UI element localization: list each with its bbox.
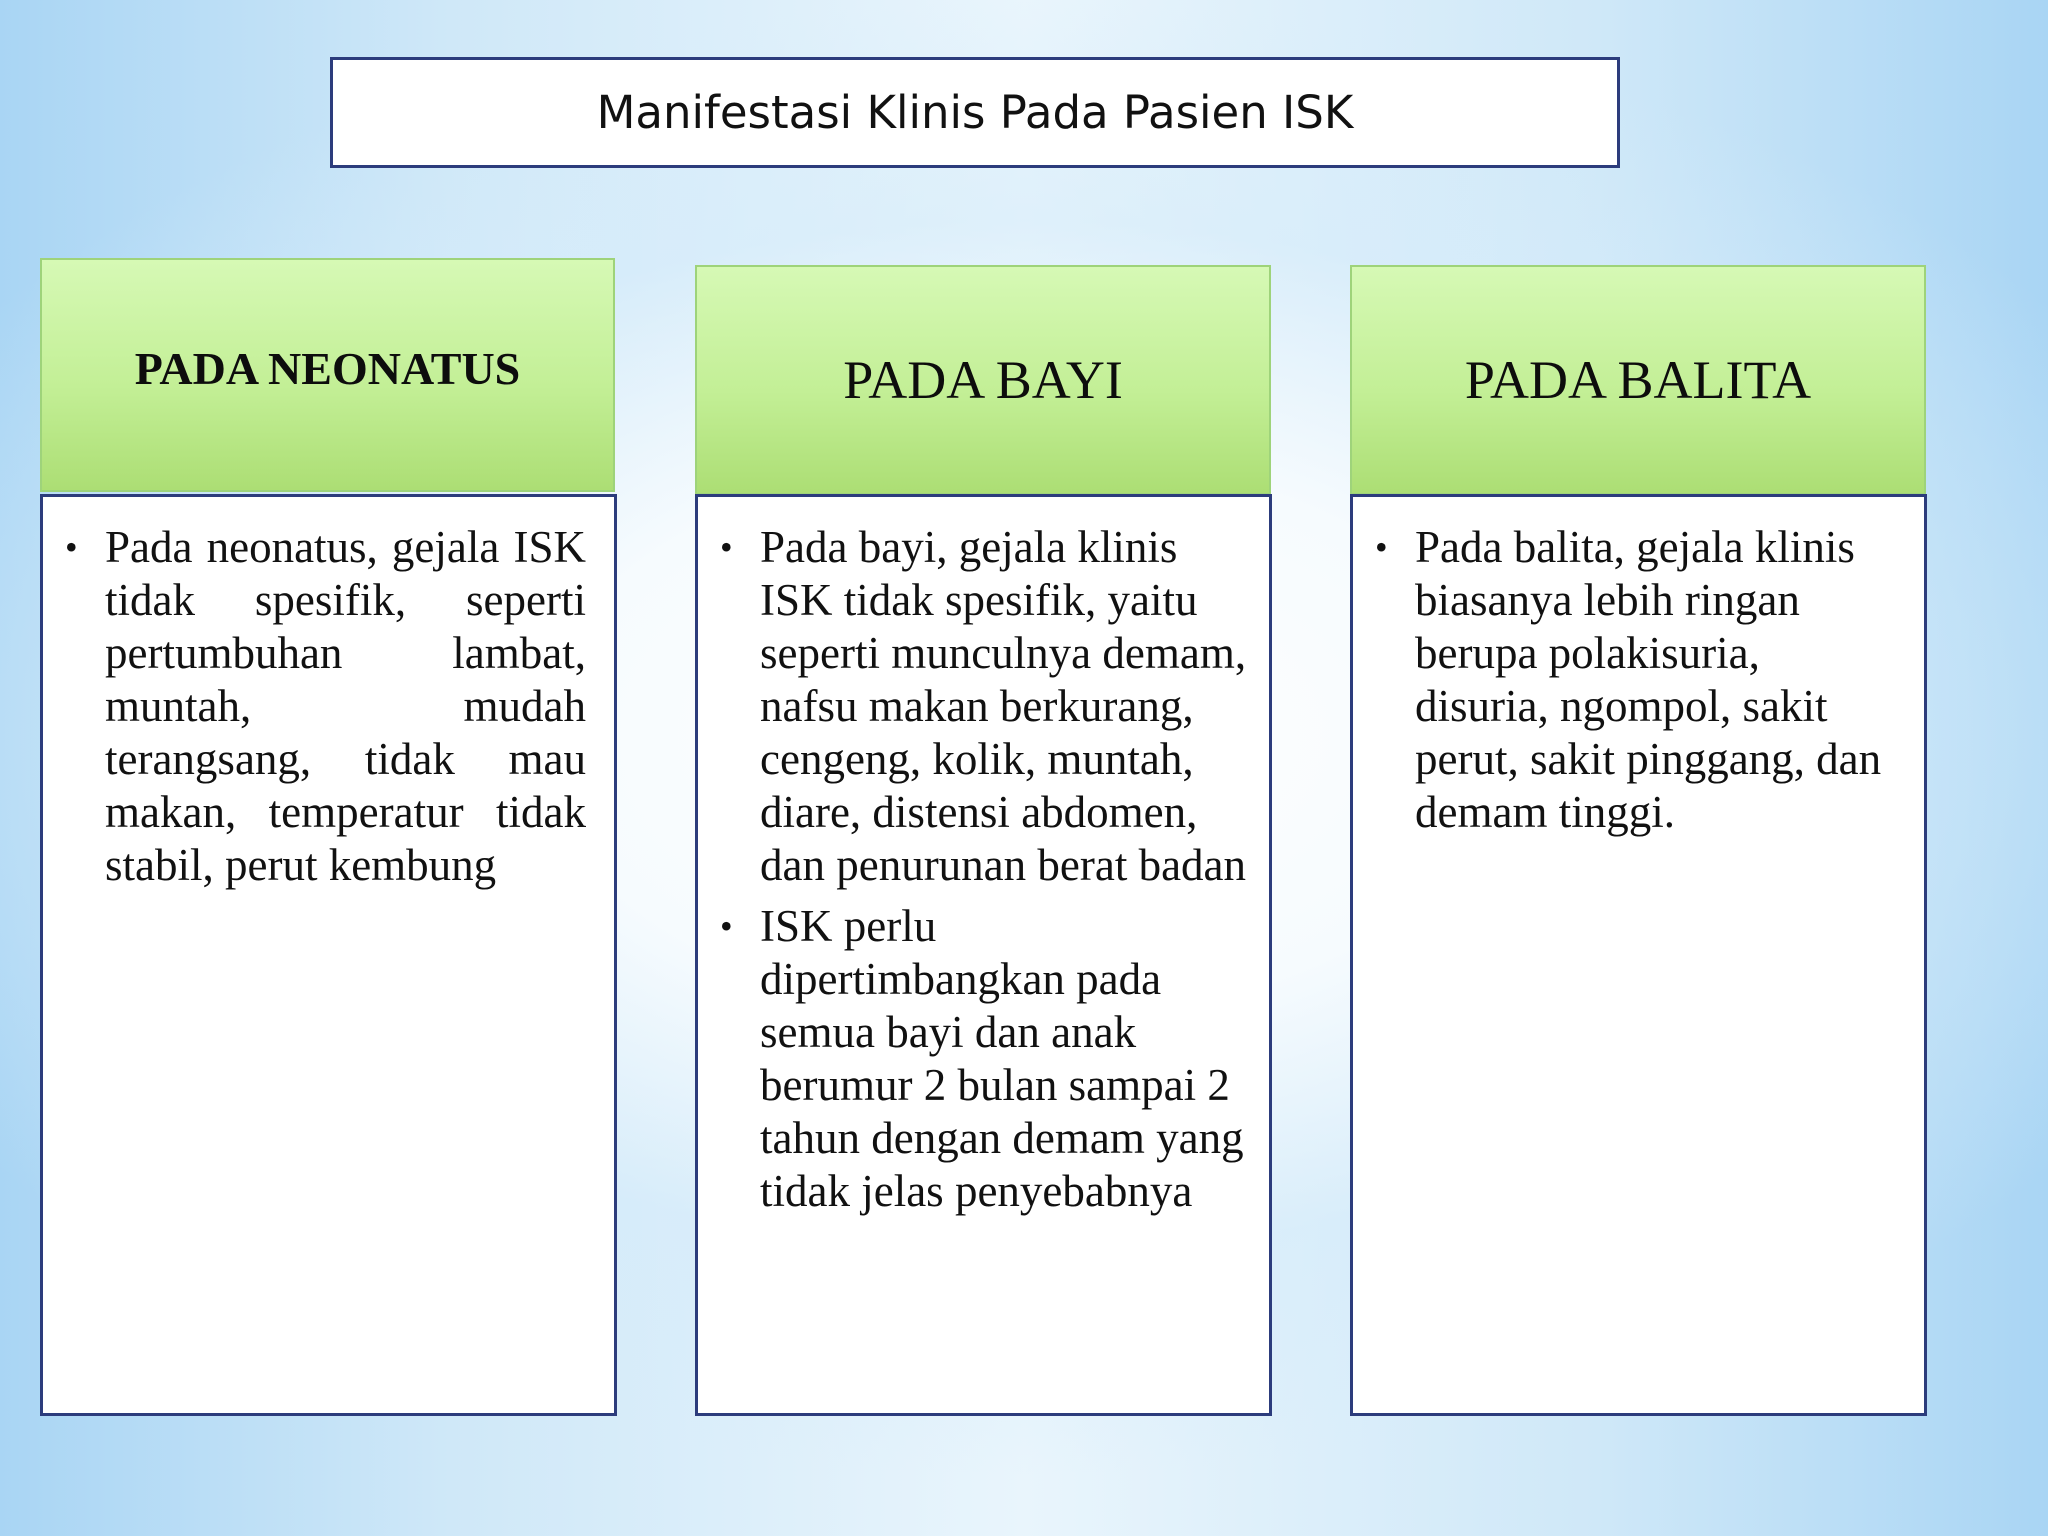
- title-box: [330, 57, 1620, 168]
- list-item: [720, 900, 1249, 1218]
- header-neonatus: [40, 258, 615, 492]
- bullet-icon: •: [65, 527, 78, 567]
- bullet-icon: •: [720, 906, 733, 946]
- bullet-text: Pada bayi, gejala klinis ISK tidak spesifik, yaitu seperti munculnya demam, nafsu makan berkurang, cengeng, kolik, muntah, diare, distensi abdomen, dan penurunan berat badan: [760, 522, 1247, 890]
- content-bayi: [695, 494, 1272, 1416]
- list-item: [1375, 521, 1904, 839]
- bullet-icon: •: [720, 527, 733, 567]
- content-neonatus: [40, 494, 617, 1416]
- header-balita-label: PADA BALITA: [1464, 350, 1812, 410]
- bayi-bullet-list: [720, 521, 1249, 1218]
- header-bayi: [695, 265, 1271, 495]
- list-item: [65, 521, 586, 892]
- header-balita: [1350, 265, 1926, 495]
- header-neonatus-label: PADA NEONATUS: [134, 342, 521, 394]
- bullet-text: Pada neonatus, gejala ISK tidak spesifik, seperti pertumbuhan lambat, muntah, mudah terangsang, tidak mau makan, temperatur tidak stabil, perut kembung: [105, 522, 586, 890]
- content-balita: [1350, 494, 1927, 1416]
- bullet-text: ISK perlu dipertimbangkan pada semua bayi dan anak berumur 2 bulan sampai 2 tahun dengan demam yang tidak jelas penyebabnya: [760, 901, 1244, 1216]
- bullet-icon: •: [1375, 527, 1388, 567]
- bullet-text: Pada balita, gejala klinis biasanya lebih ringan berupa polakisuria, disuria, ngompol, sakit perut, sakit pinggang, dan demam tinggi.: [1415, 522, 1882, 837]
- slide-title: Manifestasi Klinis Pada Pasien ISK: [596, 86, 1354, 139]
- header-bayi-label: PADA BAYI: [843, 350, 1123, 410]
- list-item: [720, 521, 1249, 892]
- neonatus-bullet-list: [65, 521, 586, 892]
- balita-bullet-list: [1375, 521, 1904, 839]
